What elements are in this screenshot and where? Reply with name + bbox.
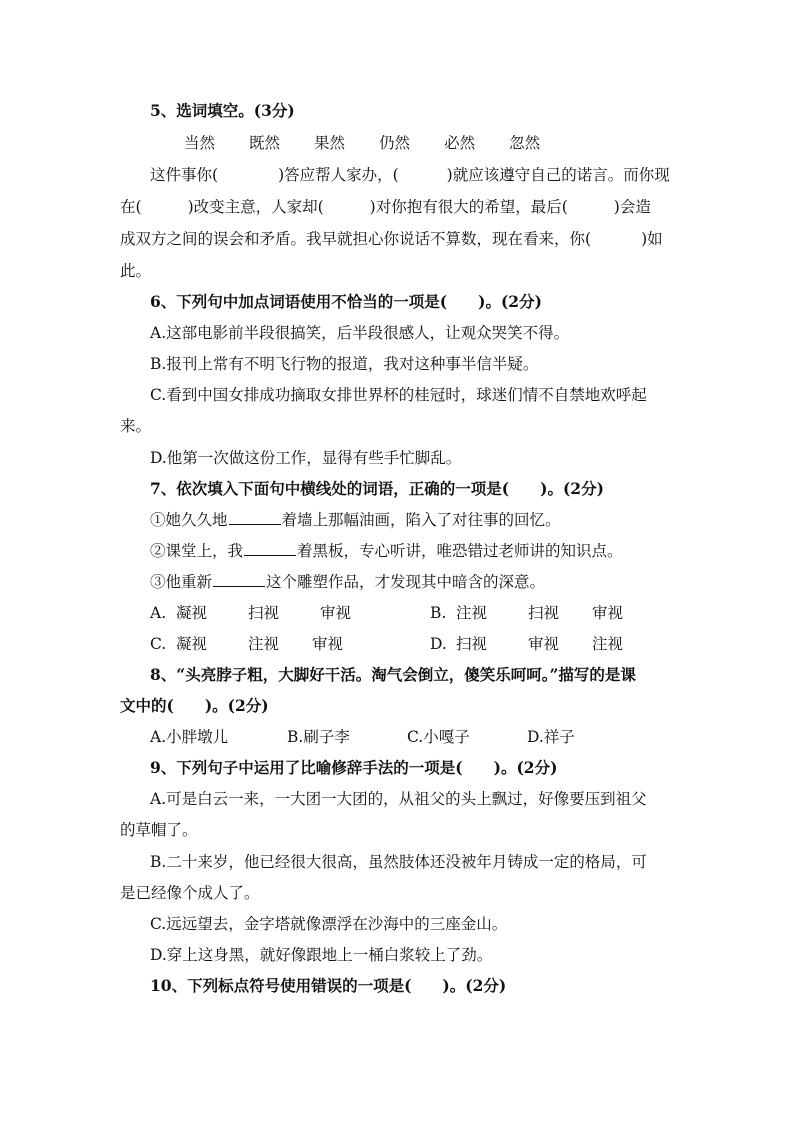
- q9-option-b-cont: 是已经像个成人了。: [120, 884, 260, 902]
- q6-option-b[interactable]: B.报刊上常有不明飞行物的报道，我对这种事半信半疑。: [150, 355, 539, 373]
- word-option: 既然: [249, 134, 281, 152]
- q9-option-b[interactable]: B.二十来岁，他已经很大很高，虽然肢体还没被年月铸成一定的格局，可: [150, 853, 647, 871]
- q7-sentence-2: ②课堂上，我 着黑板，专心听讲，唯恐错过老师讲的知识点。: [150, 542, 623, 560]
- q9-option-a-cont: 的草帽了。: [120, 821, 198, 839]
- word-option: 忽然: [509, 134, 541, 152]
- q5-paragraph-line: 这件事你( )答应帮人家办，( )就应该遵守自己的诺言。而你现: [150, 166, 670, 184]
- fill-underline[interactable]: [213, 571, 265, 587]
- q5-title: 5、选词填空。(3分): [150, 101, 295, 120]
- word-option: 必然: [444, 134, 476, 152]
- fill-underline[interactable]: [229, 509, 281, 525]
- q5-paragraph-line: 成双方之间的误会和矛盾。我早就担心你说话不算数，现在看来，你( )如: [120, 230, 663, 248]
- q5-paragraph-end: 此。: [120, 262, 152, 280]
- fill-underline[interactable]: [244, 540, 296, 556]
- q6-option-d[interactable]: D.他第一次做这份工作，显得有些手忙脚乱。: [150, 449, 462, 467]
- q8-option-b[interactable]: B.刷子李: [287, 728, 350, 746]
- q6-title: 6、下列句中加点词语使用不恰当的一项是( )。(2分): [150, 292, 542, 311]
- q8-option-a[interactable]: A.小胖墩儿: [150, 728, 229, 746]
- q8-title-cont: 文中的( )。(2分): [120, 696, 269, 715]
- word-option: 当然: [184, 134, 216, 152]
- q5-paragraph-line: 在( )改变主意，人家却( )对你抱有很大的希望，最后( )会造: [120, 198, 651, 216]
- word-option: 仍然: [379, 134, 411, 152]
- q7-sentence-3: ③他重新 这个雕塑作品，才发现其中暗含的深意。: [150, 573, 546, 591]
- q8-option-d[interactable]: D.祥子: [527, 728, 575, 746]
- q9-option-d[interactable]: D.穿上这身黑，就好像跟地上一桶白浆较上了劲。: [150, 946, 493, 964]
- q9-title: 9、下列句子中运用了比喻修辞手法的一项是( )。(2分): [150, 758, 558, 777]
- q8-title: 8、“头亮脖子粗，大脚好干活。淘气会倒立，傻笑乐呵呵。”描写的是课: [150, 665, 636, 684]
- q6-option-c[interactable]: C.看到中国女排成功摘取女排世界杯的桂冠时，球迷们情不自禁地欢呼起: [150, 386, 647, 404]
- q9-option-a[interactable]: A.可是白云一来，一大团一大团的，从祖父的头上飘过，好像要压到祖父: [150, 790, 647, 808]
- q8-option-c[interactable]: C.小嘎子: [407, 728, 470, 746]
- q10-title: 10、下列标点符号使用错误的一项是( )。(2分): [150, 976, 507, 995]
- q5-word-bank: [184, 132, 540, 154]
- q6-option-a[interactable]: A.这部电影前半段很搞笑，后半段很感人，让观众哭笑不得。: [150, 324, 570, 342]
- exam-page: 5、选词填空。(3分) 当然 既然 果然 仍然 必然 忽然 这件事你( )答应帮人家办，( )就应该遵守自己的诺言。而你现 在( )改变主意，人家却( )对你抱有很大的希望，最后( )会造 成双方之间的误会和矛盾。我早就担心你说话不算数，现在看来，你( )如 此。 6、下列句中加点词语使用不恰当的一项是( )。(2分) A.这部电影前半段很搞笑，后半段很感人，让观众哭笑不得。 B.报刊上常有不明飞行物的报道，我对这种事半信半疑。 C.看到中国女排成功摘取女排世界杯的桂冠时，球迷们情不自禁地欢呼起 来。 D.他第一次做这份工作，显得有些手忙脚乱。 7、依次填入下面句中横线处的词语，正确的一项是( )。(2分) ①她久久地 着墙上那幅油画，陷入了对往事的回忆。 ②课堂上，我 着黑板，专心听讲，唯恐错过老师讲的知识点。 ③他重新 这个雕塑作品，才发现其中暗含的深意。 A. 凝视 扫视 审视 B. 注视 扫视 审视 C. 凝视 注视 审视 D. 扫视 审视 注视 8、“头亮脖子粗，大脚好干活。淘气会倒立，傻笑乐呵呵。”描写的是课 文中的( )。(2分) A.小胖墩儿 B.刷子李 C.小嘎子 D.祥子 9、下列句子中运用了比喻修辞手法的一项是( )。(2分) A.可是白云一来，一大团一大团的，从祖父的头上飘过，好像要压到祖父 的草帽了。 B.二十来岁，他已经很大很高，虽然肢体还没被年月铸成一定的格局，可 是已经像个成人了。 C.远远望去，金字塔就像漂浮在沙海中的三座金山。 D.穿上这身黑，就好像跟地上一桶白浆较上了劲。 10、下列标点符号使用错误的一项是( )。(2分): [120, 101, 670, 995]
- word-option: 果然: [314, 134, 346, 152]
- q7-title: 7、依次填入下面句中横线处的词语，正确的一项是( )。(2分): [150, 479, 604, 498]
- q6-option-c-cont: 来。: [120, 417, 152, 435]
- q7-sentence-1: ①她久久地 着墙上那幅油画，陷入了对往事的回忆。: [150, 511, 561, 529]
- q9-option-c[interactable]: C.远远望去，金字塔就像漂浮在沙海中的三座金山。: [150, 915, 508, 933]
